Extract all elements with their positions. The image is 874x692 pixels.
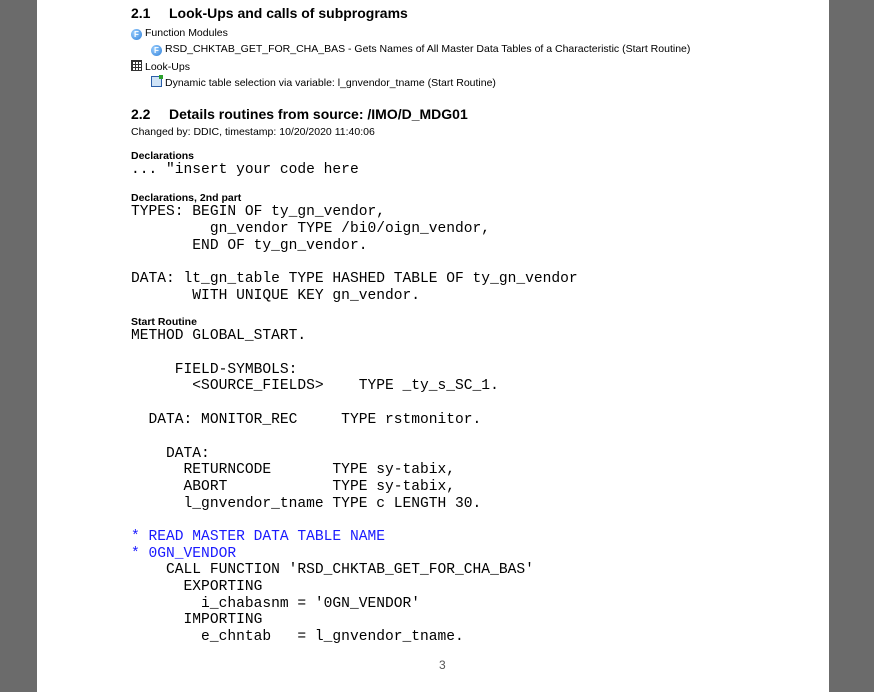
declarations-2-label: Declarations, 2nd part: [131, 192, 242, 204]
start-routine-label: Start Routine: [131, 316, 197, 328]
document-page: [37, 0, 829, 692]
changed-by-text: Changed by: DDIC, timestamp: 10/20/2020 11:40:06: [131, 126, 375, 138]
tree-function-module-item: [151, 43, 690, 56]
page-number: 3: [439, 658, 446, 672]
tree-function-modules: [131, 27, 228, 40]
section-number: 2.1: [131, 5, 151, 21]
function-module-icon: F: [131, 29, 142, 40]
start-routine-code: METHOD GLOBAL_START. FIELD-SYMBOLS: <SOURCE_FIELDS> TYPE _ty_s_SC_1. DATA: MONITOR_REC TYPE rstmonitor. DATA: RETURNCODE TYPE sy-tabix, ABORT TYPE sy-tabix, l_gnvendor_tname TYPE c LENGTH 30.: [131, 328, 499, 512]
tree-look-ups: [131, 60, 190, 73]
tree-label: Function Modules: [145, 27, 228, 39]
section-heading-2-2: [131, 106, 468, 122]
section-title: Look-Ups and calls of subprograms: [169, 5, 408, 21]
table-lookup-icon: [131, 60, 142, 71]
section-heading-2-1: [131, 5, 408, 21]
tree-look-up-item: [151, 76, 496, 89]
declarations-label: Declarations: [131, 150, 195, 162]
tree-label: RSD_CHKTAB_GET_FOR_CHA_BAS - Gets Names of All Master Data Tables of a Characteristic (Start Routine): [165, 43, 691, 55]
tree-label: Dynamic table selection via variable: l_gnvendor_tname (Start Routine): [165, 77, 496, 89]
start-routine-comment: * READ MASTER DATA TABLE NAME * 0GN_VENDOR: [131, 529, 385, 562]
declarations-2-code: TYPES: BEGIN OF ty_gn_vendor, gn_vendor TYPE /bi0/oign_vendor, END OF ty_gn_vendor. DATA: lt_gn_table TYPE HASHED TABLE OF ty_gn_vendor WITH UNIQUE KEY gn_vendor.: [131, 204, 578, 304]
start-routine-call: CALL FUNCTION 'RSD_CHKTAB_GET_FOR_CHA_BAS' EXPORTING i_chabasnm = '0GN_VENDOR' IMPORTING e_chntab = l_gnvendor_tname.: [166, 562, 534, 646]
declarations-code: ... "insert your code here: [131, 162, 359, 178]
dynamic-table-icon: [151, 76, 162, 87]
tree-label: Look-Ups: [145, 61, 190, 73]
section-title: Details routines from source: /IMO/D_MDG01: [169, 106, 468, 122]
section-number: 2.2: [131, 106, 151, 122]
function-module-icon: F: [151, 45, 162, 56]
